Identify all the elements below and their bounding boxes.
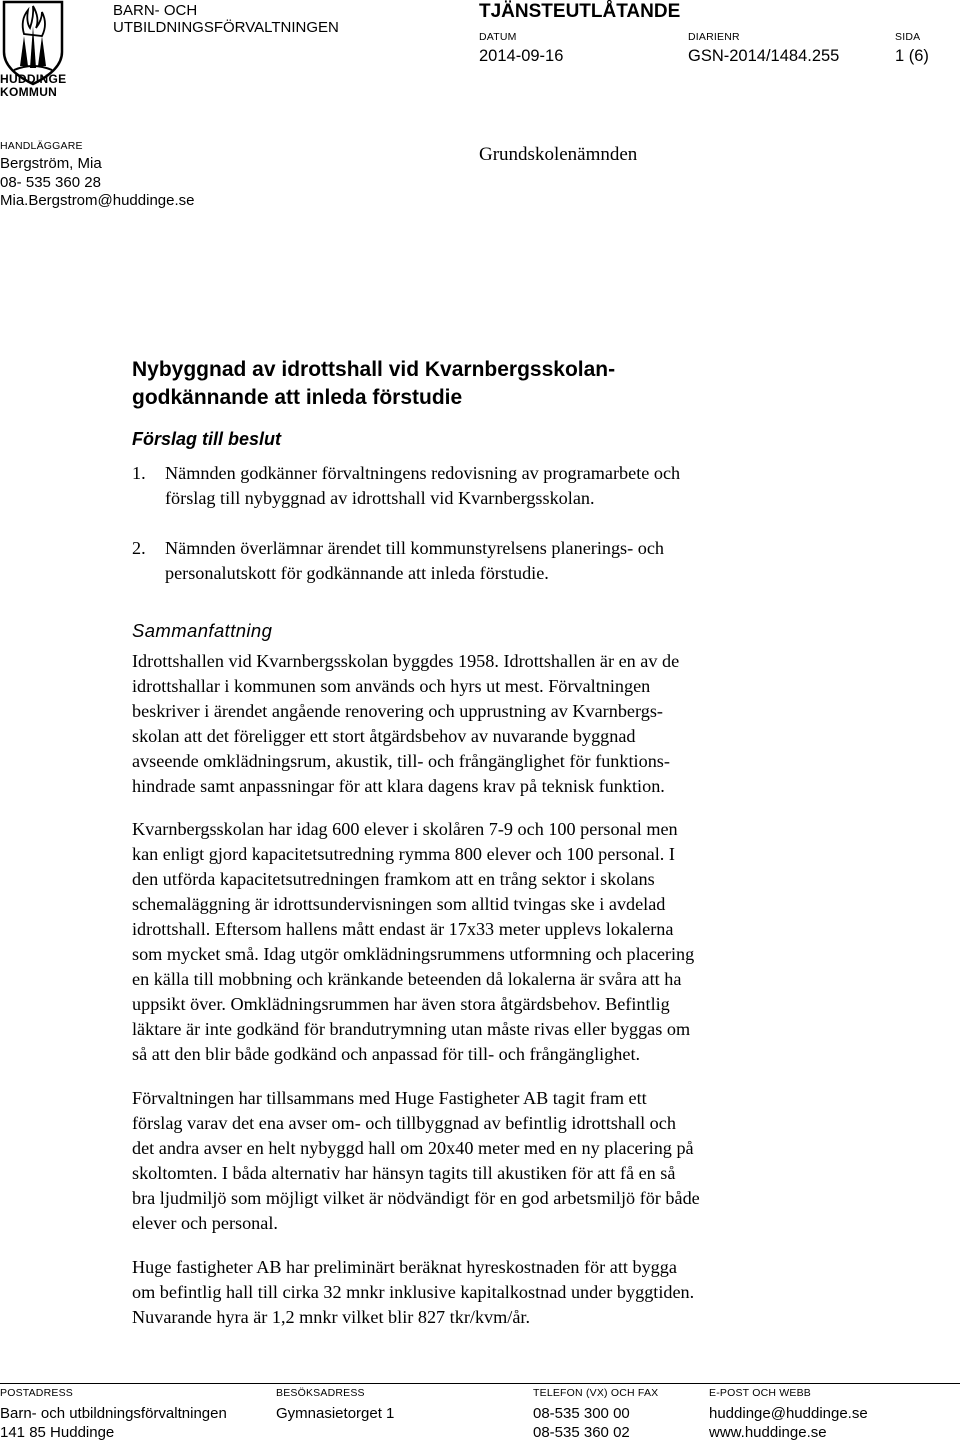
paragraph-line: skoltomten. I båda alternativ har hänsyn tagits till akustiken för att få en så <box>132 1163 676 1183</box>
handler-email[interactable]: Mia.Bergstrom@huddinge.se <box>0 192 195 209</box>
footer-visit <box>276 1387 394 1423</box>
proposal-item-1 <box>132 461 825 511</box>
title-line-2: godkännande att inleda förstudie <box>132 386 463 409</box>
proposal-item-line: Nämnden överlämnar ärendet till kommunstyrelsens planerings- och <box>165 538 665 558</box>
paragraph-line: avseende omklädningsrum, akustik, till- och frångänglighet för funktions- <box>132 751 670 771</box>
footer-phone <box>533 1387 658 1442</box>
paragraph-line: hindrade samt anpassningar för att klara dagens krav på teknisk funktion. <box>132 776 665 796</box>
handler-phone: 08- 535 360 28 <box>0 173 101 191</box>
page-value: 1 (6) <box>895 47 929 65</box>
postal-line-1: Barn- och utbildningsförvaltningen <box>0 1405 227 1422</box>
handler-block <box>0 140 195 211</box>
email-label: E-POST OCH WEBB <box>709 1387 811 1399</box>
paragraph-line: elever och personal. <box>132 1213 278 1233</box>
paragraph-line: idrottshall. Eftersom hallens mått endast är 17x33 meter upplevs lokalerna <box>132 919 674 939</box>
document-title <box>132 356 615 412</box>
paragraph-line: förslag varav det ena avser om- och tillbyggnad av befintlig idrottshall och <box>132 1113 676 1133</box>
paragraph-line: uppsikt över. Omklädningsrummen har även stora åtgärdsbehov. Befintlig <box>132 994 670 1014</box>
paragraph-line: den utförda kapacitetsutredningen framkom att en trång sektor i skolans <box>132 869 655 889</box>
huddinge-logo <box>0 0 66 104</box>
department-name <box>113 2 339 36</box>
paragraph-line: det andra avser en helt nybyggd hall om 20x40 meter med en ny placering på <box>132 1138 694 1158</box>
web-line[interactable]: www.huddinge.se <box>709 1424 827 1441</box>
paragraph-line: Idrottshallen vid Kvarnbergsskolan byggdes 1958. Idrottshallen är en av de <box>132 651 680 671</box>
registration-label: DIARIENR <box>688 31 740 43</box>
proposal-item-number: 1. <box>132 463 146 483</box>
page-label: SIDA <box>895 31 921 43</box>
paragraph-line: schemaläggning är idrottsundervisningen som alltid tvingas ske i avdelad <box>132 894 666 914</box>
date-value: 2014-09-16 <box>479 47 564 65</box>
department-line-2: UTBILDNINGSFÖRVALTNINGEN <box>113 19 339 36</box>
phone-line-1: 08-535 300 00 <box>533 1405 630 1422</box>
paragraph-line: Nuvarande hyra är 1,2 mnkr vilket blir 827 tkr/kvm/år. <box>132 1307 531 1327</box>
phone-label: TELEFON (VX) OCH FAX <box>533 1387 659 1399</box>
recipient: Grundskolenämnden <box>479 144 638 165</box>
summary-paragraph-1 <box>132 649 804 799</box>
footer-postal <box>0 1387 227 1442</box>
paragraph-line: skolan att det föreligger ett stort åtgärdsbehov av nuvarande byggnad <box>132 726 636 746</box>
logo-text: HUDDINGE KOMMUN <box>0 72 67 99</box>
page-block <box>895 31 929 66</box>
phone-line-2: 08-535 360 02 <box>533 1424 630 1441</box>
proposal-item-line: förslag till nybyggnad av idrottshall vid Kvarnbergsskolan. <box>165 488 595 508</box>
paragraph-line: läktare är inte godkänd för brandutrymning utan måste rivas eller byggas om <box>132 1019 691 1039</box>
title-line-1: Nybyggnad av idrottshall vid Kvarnbergsskolan- <box>132 358 616 381</box>
postal-line-2: 141 85 Huddinge <box>0 1424 115 1441</box>
summary-paragraph-2 <box>132 817 804 1067</box>
handler-name: Bergström, Mia <box>0 155 102 172</box>
registration-block <box>688 31 839 66</box>
visit-label: BESÖKSADRESS <box>276 1387 365 1399</box>
proposal-item-number: 2. <box>132 538 146 558</box>
document-type: TJÄNSTEUTLÅTANDE <box>479 1 681 22</box>
proposal-heading: Förslag till beslut <box>132 429 282 449</box>
paragraph-line: idrottshallar i kommunen som används och hyrs ut mest. Förvaltningen <box>132 676 651 696</box>
paragraph-line: Förvaltningen har tillsammans med Huge Fastigheter AB tagit fram ett <box>132 1088 647 1108</box>
date-block <box>479 31 563 66</box>
paragraph-line: så att den blir både godkänd och anpassad för till- och frångänglighet. <box>132 1044 641 1064</box>
paragraph-line: Huge fastigheter AB har preliminärt beräknat hyreskostnaden för att bygga <box>132 1257 677 1277</box>
proposal-item-2 <box>132 536 825 586</box>
handler-label: HANDLÄGGARE <box>0 140 83 152</box>
proposal-item-line: personalutskott för godkännande att inleda förstudie. <box>165 563 549 583</box>
footer-divider <box>0 1383 960 1384</box>
paragraph-line: kan enligt gjord kapacitetsutredning rymma 800 elever och 100 personal. I <box>132 844 675 864</box>
paragraph-line: som mycket små. Idag utgör omklädningsrummens utformning och placering <box>132 944 695 964</box>
paragraph-line: om befintlig hall till cirka 32 mnkr inklusive kapitalkostnad under byggtiden. <box>132 1282 695 1302</box>
department-line-1: BARN- OCH <box>113 2 198 19</box>
postal-label: POSTADRESS <box>0 1387 73 1399</box>
visit-line-1: Gymnasietorget 1 <box>276 1405 395 1422</box>
footer-email <box>709 1387 868 1442</box>
summary-paragraph-4 <box>132 1255 804 1330</box>
registration-value: GSN-2014/1484.255 <box>688 47 840 65</box>
summary-heading: Sammanfattning <box>132 620 273 641</box>
proposal-item-line: Nämnden godkänner förvaltningens redovisning av programarbete och <box>165 463 681 483</box>
summary-paragraph-3 <box>132 1086 804 1236</box>
email-line-1[interactable]: huddinge@huddinge.se <box>709 1405 868 1422</box>
paragraph-line: Kvarnbergsskolan har idag 600 elever i skolåren 7-9 och 100 personal men <box>132 819 678 839</box>
paragraph-line: beskriver i ärendet angående renovering och upprustning av Kvarnbergs- <box>132 701 663 721</box>
paragraph-line: bra ljudmiljö som möjligt vilket är nödvändigt för en god arbetsmiljö för både <box>132 1188 700 1208</box>
paragraph-line: en källa till mobbning och kränkande beteenden då lokalerna är svåra att ha <box>132 969 682 989</box>
date-label: DATUM <box>479 31 517 43</box>
